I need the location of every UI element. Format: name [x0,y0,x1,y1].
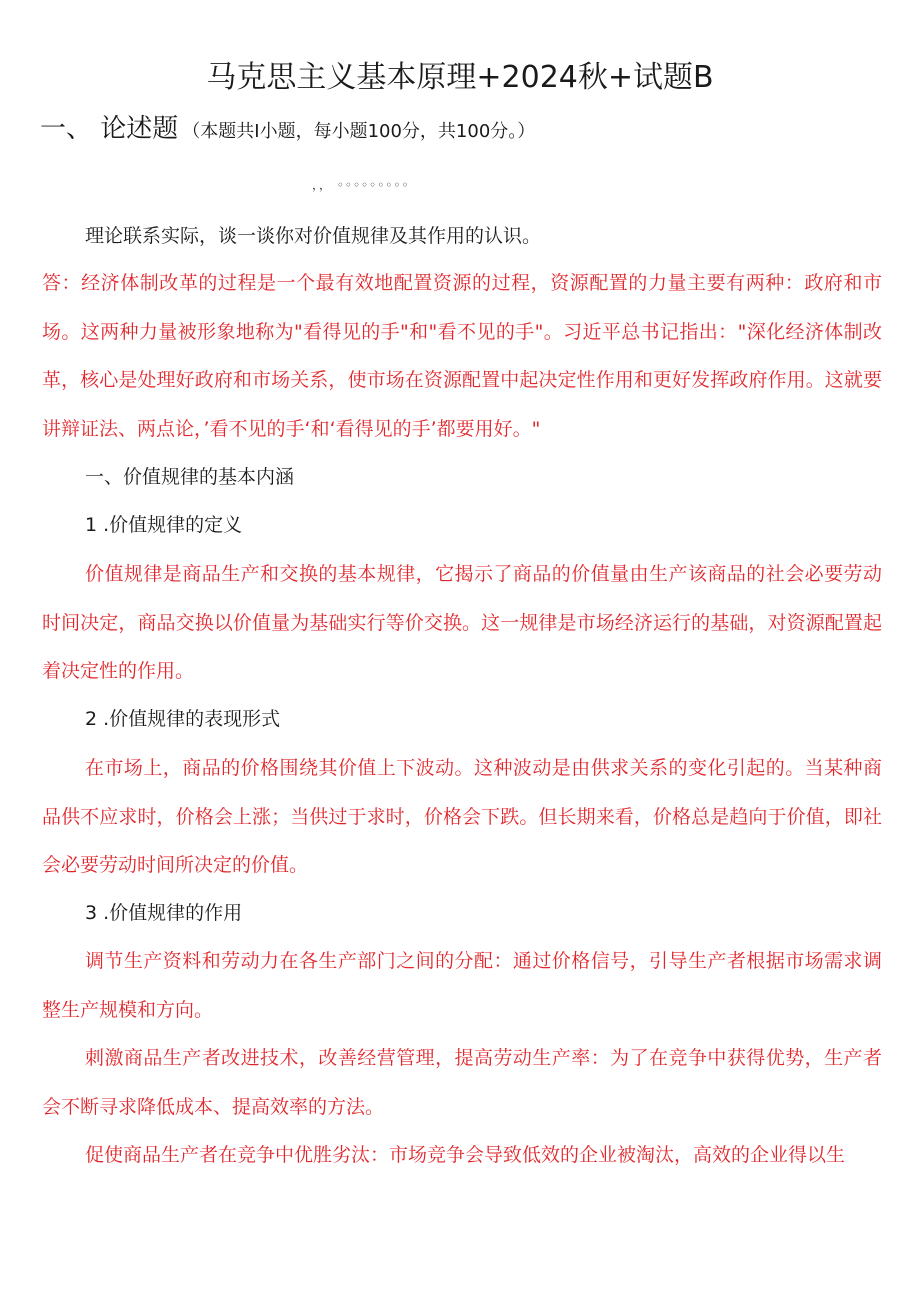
heading-value-law-basics: 一、价值规律的基本内涵 [85,466,295,488]
subheading-forms: 2 .价值规律的表现形式 [85,708,281,730]
subheading-functions: 3 .价值规律的作用 [85,902,243,924]
section-heading [40,108,535,145]
subheading-definition: 1 .价值规律的定义 [85,514,243,536]
document-title: 马克思主义基本原理+2024秋+试题B [206,60,714,95]
question-text: 理论联系实际，谈一谈你对价值规律及其作用的认识。 [85,225,542,247]
answer-intro: 答：经济体制改革的过程是一个最有效地配置资源的过程，资源配置的力量主要有两种：政府和市场。这两种力量被形象地称为"看得见的手"和"看不见的手"。习近平总书记指出："深化经济体制改革，核心是处理好政府和市场关系，使市场在资源配置中起决定性作用和更好发挥政府作用。这就要讲辩证法、两点论，’看不见的手‘和‘看得见的手’都要用好。" [42,272,882,440]
paragraph-function-3: 促使商品生产者在竞争中优胜劣汰：市场竞争会导致低效的企业被淘汰，高效的企业得以生 [85,1144,846,1166]
paragraph-function-2: 刺激商品生产者改进技术，改善经营管理，提高劳动生产率：为了在竞争中获得优势，生产者会不断寻求降低成本、提高效率的方法。 [42,1047,882,1118]
section-note: （本题共Ⅰ小题，每小题100分，共100分。） [182,121,536,142]
section-heading-label: 一、 论述题 [40,114,179,144]
stray-marks: ，， ◦◦◦◦◦◦◦◦◦ [312,178,410,192]
paragraph-function-1: 调节生产资料和劳动力在各生产部门之间的分配：通过价格信号，引导生产者根据市场需求调整生产规模和方向。 [42,950,882,1021]
paragraph-definition: 价值规律是商品生产和交换的基本规律，它揭示了商品的价值量由生产该商品的社会必要劳动时间决定，商品交换以价值量为基础实行等价交换。这一规律是市场经济运行的基础，对资源配置起着决定性的作用。 [42,563,882,682]
paragraph-forms: 在市场上，商品的价格围绕其价值上下波动。这种波动是由供求关系的变化引起的。当某种商品供不应求时，价格会上涨；当供过于求时，价格会下跌。但长期来看，价格总是趋向于价值，即社会必要劳动时间所决定的价值。 [42,757,882,876]
